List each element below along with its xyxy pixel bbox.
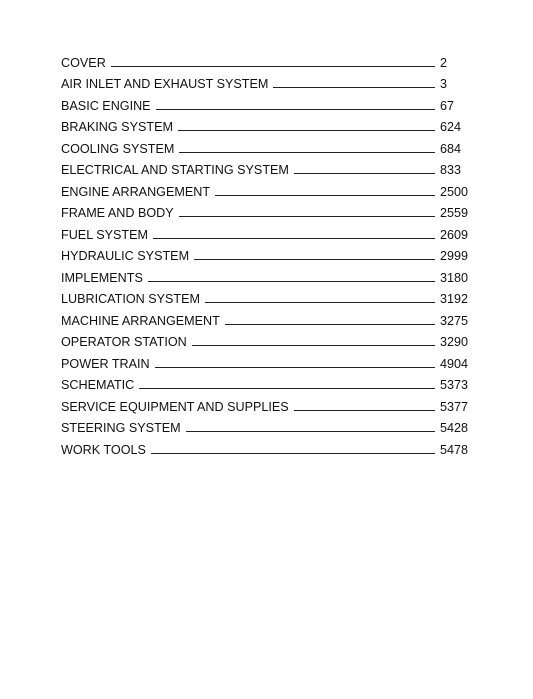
toc-entry[interactable] bbox=[61, 93, 481, 115]
toc-entry-page: 5428 bbox=[440, 421, 469, 435]
toc-entry-title: COOLING SYSTEM bbox=[61, 141, 175, 156]
toc-leader-line bbox=[151, 453, 435, 454]
toc-entry[interactable] bbox=[61, 179, 481, 201]
toc-entry-title: MACHINE ARRANGEMENT bbox=[61, 313, 220, 328]
toc-entry-title: OPERATOR STATION bbox=[61, 335, 187, 349]
toc-entry-page: 5373 bbox=[440, 378, 469, 392]
toc-entry-title: ELECTRICAL AND STARTING SYSTEM bbox=[61, 163, 289, 177]
toc-leader-line bbox=[179, 152, 435, 153]
toc-entry[interactable] bbox=[61, 115, 481, 137]
toc-entry-title: COVER bbox=[61, 55, 106, 70]
toc-entry-page: 5478 bbox=[440, 442, 469, 457]
toc-leader-line bbox=[205, 302, 435, 303]
toc-leader-line bbox=[156, 109, 435, 110]
toc-entry-title: IMPLEMENTS bbox=[61, 270, 143, 285]
toc-leader-line bbox=[139, 388, 435, 389]
toc-leader-line bbox=[155, 367, 435, 368]
toc-entry-page: 2500 bbox=[440, 184, 469, 199]
toc-entry-page: 5377 bbox=[440, 399, 469, 414]
toc-entry[interactable] bbox=[61, 136, 481, 158]
toc-entry[interactable] bbox=[61, 373, 481, 395]
toc-leader-line bbox=[273, 87, 435, 88]
toc-entry-title: FRAME AND BODY bbox=[61, 206, 174, 220]
toc-entry-title: LUBRICATION SYSTEM bbox=[61, 292, 201, 306]
toc-entry[interactable] bbox=[61, 72, 481, 94]
toc-leader-line bbox=[153, 238, 435, 239]
toc-entry[interactable] bbox=[61, 244, 481, 266]
toc-entry[interactable] bbox=[61, 201, 481, 223]
toc-entry[interactable] bbox=[61, 330, 481, 352]
toc-entry[interactable] bbox=[61, 222, 481, 244]
table-of-contents bbox=[61, 50, 481, 459]
toc-leader-line bbox=[194, 259, 435, 260]
toc-leader-line bbox=[111, 66, 435, 67]
toc-entry-title: FUEL SYSTEM bbox=[61, 227, 149, 242]
toc-entry-page: 4904 bbox=[440, 356, 469, 371]
toc-entry-page: 2 bbox=[440, 55, 448, 70]
toc-entry-page: 624 bbox=[440, 120, 462, 134]
toc-entry-title: SERVICE EQUIPMENT AND SUPPLIES bbox=[61, 399, 289, 414]
toc-entry[interactable] bbox=[61, 50, 481, 72]
toc-entry-title: HYDRAULIC SYSTEM bbox=[61, 249, 190, 263]
toc-entry-page: 2559 bbox=[440, 206, 469, 220]
toc-entry-title: BASIC ENGINE bbox=[61, 98, 151, 113]
toc-leader-line bbox=[186, 431, 435, 432]
toc-entry-page: 3180 bbox=[440, 270, 469, 285]
toc-leader-line bbox=[192, 345, 435, 346]
toc-entry-title: AIR INLET AND EXHAUST SYSTEM bbox=[61, 77, 269, 91]
toc-entry-page: 3290 bbox=[440, 335, 469, 349]
toc-entry-page: 3 bbox=[440, 77, 448, 91]
toc-entry[interactable] bbox=[61, 437, 481, 459]
toc-entry[interactable] bbox=[61, 416, 481, 438]
toc-entry-title: SCHEMATIC bbox=[61, 378, 135, 392]
toc-entry-page: 67 bbox=[440, 98, 455, 113]
toc-entry-title: WORK TOOLS bbox=[61, 442, 146, 457]
toc-entry[interactable] bbox=[61, 394, 481, 416]
toc-entry-page: 684 bbox=[440, 141, 462, 156]
toc-entry-page: 3192 bbox=[440, 292, 469, 306]
toc-entry-title: BRAKING SYSTEM bbox=[61, 120, 173, 134]
toc-leader-line bbox=[225, 324, 435, 325]
toc-entry-title: STEERING SYSTEM bbox=[61, 421, 181, 435]
toc-entry-page: 833 bbox=[440, 163, 462, 177]
toc-entry-title: ENGINE ARRANGEMENT bbox=[61, 184, 211, 199]
toc-leader-line bbox=[294, 173, 435, 174]
toc-entry[interactable] bbox=[61, 158, 481, 180]
toc-entry-page: 3275 bbox=[440, 313, 469, 328]
toc-entry[interactable] bbox=[61, 351, 481, 373]
toc-leader-line bbox=[294, 410, 435, 411]
toc-entry-title: POWER TRAIN bbox=[61, 356, 150, 371]
toc-entry-page: 2999 bbox=[440, 249, 469, 263]
toc-entry[interactable] bbox=[61, 265, 481, 287]
toc-leader-line bbox=[215, 195, 435, 196]
toc-leader-line bbox=[148, 281, 435, 282]
toc-entry-page: 2609 bbox=[440, 227, 469, 242]
toc-entry[interactable] bbox=[61, 287, 481, 309]
toc-leader-line bbox=[179, 216, 435, 217]
toc-leader-line bbox=[178, 130, 435, 131]
toc-entry[interactable] bbox=[61, 308, 481, 330]
